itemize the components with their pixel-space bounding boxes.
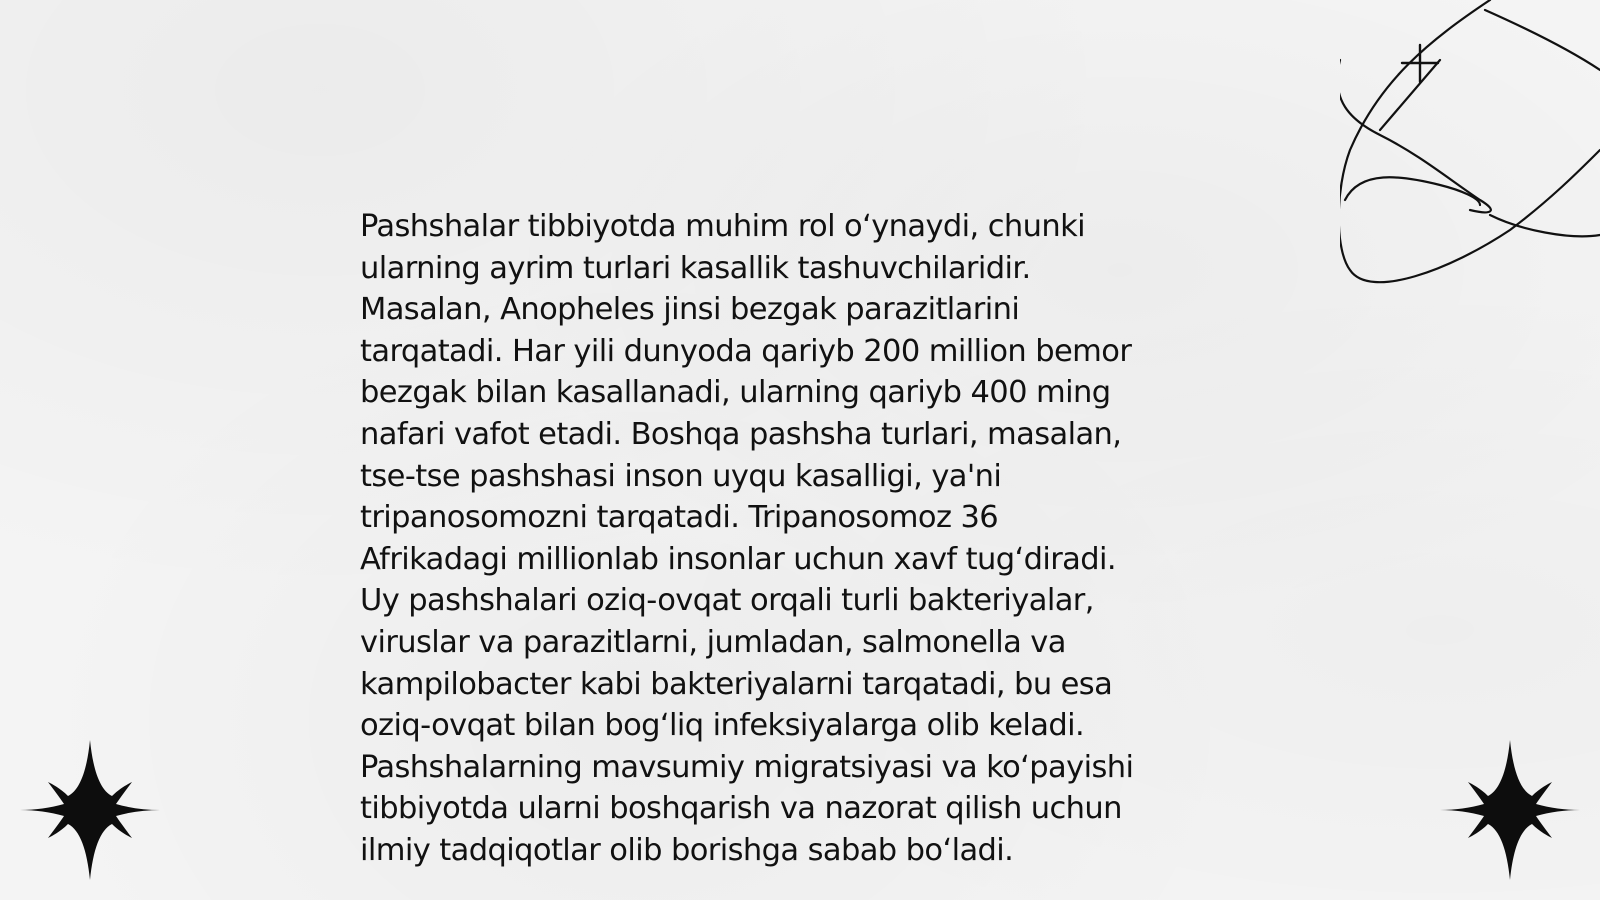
four-point-star-icon xyxy=(1440,740,1580,880)
orbit-decoration-icon xyxy=(1340,0,1600,300)
four-point-star-icon xyxy=(20,740,160,880)
slide-body-text: Pashshalar tibbiyotda muhim rol o‘ynaydi, chunki ularning ayrim turlari kasallik tashuvchilaridir. Masalan, Anopheles jinsi bezgak parazitlarini tarqatadi. Har yili dunyoda qariyb 200 million bemor bezgak bilan kasallanadi, ularning qariyb 400 ming nafari vafot etadi. Boshqa pashsha turlari, masalan, tse-tse pashshasi inson uyqu kasalligi, ya'ni tripanosomozni tarqatadi. Tripanosomoz 36 Afrikadagi millionlab insonlar uchun xavf tug‘diradi. Uy pashshalari oziq-ovqat orqali turli bakteriyalar, viruslar va parazitlarni, jumladan, salmonella va kampilobacter kabi bakteriyalarni tarqatadi, bu esa oziq-ovqat bilan bog‘liq infeksiyalarga olib keladi. Pashshalarning mavsumiy migratsiyasi va ko‘payishi tibbiyotda ularni boshqarish va nazorat qilish uchun ilmiy tadqiqotlar olib borishga sabab bo‘ladi. xyxy=(360,209,1134,868)
sparkle-icon xyxy=(1402,45,1438,82)
